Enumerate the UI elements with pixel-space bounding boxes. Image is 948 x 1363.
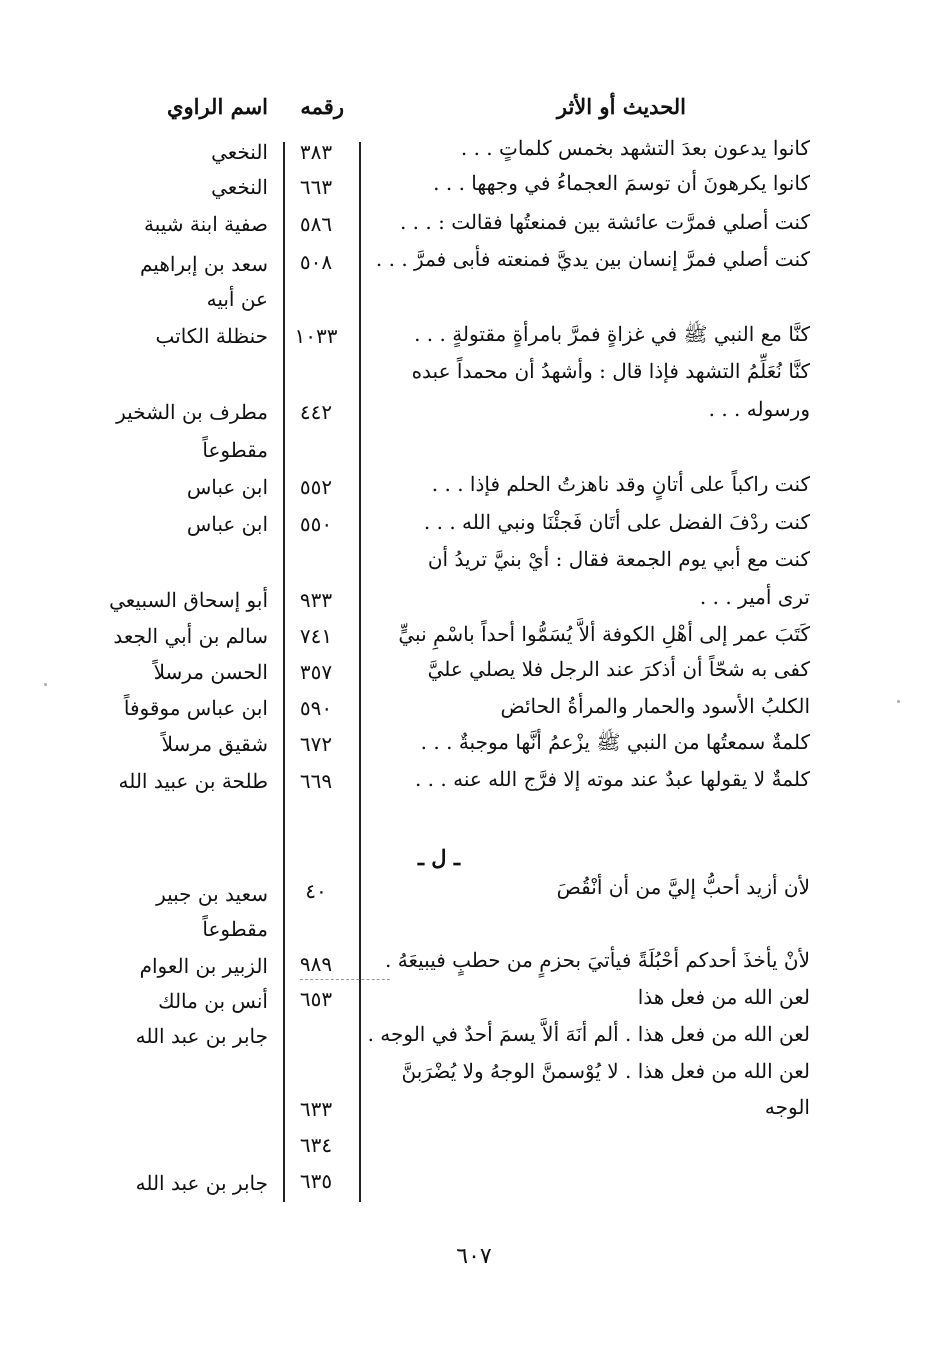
narrator-name: ابن عباس موقوفاً — [123, 696, 268, 720]
narrator-name: النخعي — [211, 140, 268, 164]
hadith-number: ٥٥٢ — [299, 475, 333, 499]
narrator-name: مقطوعاً — [202, 917, 268, 941]
hadith-line: لعن الله من فعل هذا . ألم أنَهَ ألاَّ يسمَ أحدٌ في الوجه . — [367, 1022, 810, 1046]
hadith-line: الوجه — [764, 1095, 810, 1119]
hadith-line: كنَّا نُعَلِّمُ التشهد فإذا قال : وأشهدُ أن محمداً عبده — [411, 359, 810, 383]
hadith-number: ٥٠٨ — [299, 250, 333, 274]
narrator-name: صفية ابنة شيبة — [143, 212, 268, 236]
column-divider-hadith — [359, 142, 361, 1202]
hadith-line: ورسوله . . . — [708, 397, 810, 421]
hadith-line: كنت مع أبي يوم الجمعة فقال : أيْ بنيَّ تريدُ أن — [427, 547, 810, 571]
hadith-line: لعن الله من فعل هذا — [637, 985, 810, 1009]
narrator-name: جابر بن عبد الله — [135, 1024, 268, 1048]
hadith-line: لأن أزيد أحبُّ إليَّ من أن أنْقُصَ — [556, 875, 810, 899]
hadith-number: ٩٣٣ — [299, 588, 333, 612]
hadith-number: ٧٤١ — [299, 624, 333, 648]
hadith-number: ٦٣٥ — [299, 1169, 333, 1193]
narrator-name: الحسن مرسلاً — [153, 660, 268, 684]
narrator-name: الزبير بن العوام — [139, 954, 268, 978]
narrator-name: النخعي — [211, 175, 268, 199]
narrator-name: شقيق مرسلاً — [161, 732, 268, 756]
narrator-name: سعيد بن جبير — [156, 882, 268, 906]
hadith-line: كنت أصلي فمرَّت عائشة بين فمنعتُها فقالت : . . . — [399, 210, 810, 234]
hadith-number: ٥٥٠ — [299, 512, 333, 536]
narrator-name: مطرف بن الشخير — [116, 400, 268, 424]
narrator-name: عن أبيه — [206, 287, 268, 311]
scan-speck — [897, 700, 900, 703]
column-divider-narrator — [283, 142, 285, 1202]
hadith-line: كنت راكباً على أتانٍ وقد ناهزتُ الحلم فإذا . . . — [431, 472, 810, 496]
hadith-number: ٦٥٣ — [299, 987, 333, 1011]
narrator-name: طلحة بن عبيد الله — [118, 769, 268, 793]
narrator-name: مقطوعاً — [202, 438, 268, 462]
hadith-number: ٤٠ — [305, 879, 327, 903]
header-hadith: الحديث أو الأثر — [556, 94, 686, 119]
hadith-line: كانوا يدعون بعدَ التشهد بخمس كلماتٍ . . . — [460, 136, 810, 160]
narrator-name: جابر بن عبد الله — [135, 1171, 268, 1195]
narrator-name: أبو إسحاق السبيعي — [109, 588, 268, 612]
page-number: ٦٠٧ — [456, 1244, 492, 1269]
hadith-number: ٦٣٤ — [299, 1133, 333, 1157]
hadith-line: لعن الله من فعل هذا . لا يُوْسمنَّ الوجهُ ولا يُضْرَبنَّ — [401, 1059, 810, 1083]
hadith-line: كنت ردْفَ الفضل على أتَان فَجئْنَا ونبي الله . . . — [423, 510, 810, 534]
hadith-line: لأنْ يأخذَ أحدكم أحْبُلَةً فيأتيَ بحزمٍ من حطبٍ فيبيعَهُ . — [385, 948, 810, 972]
narrator-name: حنظلة الكاتب — [155, 324, 268, 348]
hadith-number: ٦٧٢ — [299, 732, 333, 756]
hadith-number: ٦٣٣ — [299, 1097, 333, 1121]
hadith-line: كنَّا مع النبي ﷺ في غزاةٍ فمرَّ بامرأةٍ مقتولةٍ . . . — [414, 322, 810, 346]
hadith-line: كانوا يكرهونَ أن توسمَ العجماءُ في وجهها . . . — [433, 171, 810, 195]
header-number: رقمه — [300, 94, 344, 119]
hadith-line: كَتَبَ عمر إلى أهْلِ الكوفة ألاَّ يُسَمُّوا أحداً باسْمِ نبيٍّ — [398, 622, 810, 646]
hadith-number: ٦٦٩ — [299, 769, 333, 793]
hadith-line: كفى به شحّاً أن أذكرَ عند الرجل فلا يصلي عليَّ — [427, 657, 810, 681]
header-narrator: اسم الراوي — [167, 94, 268, 119]
hadith-line: ترى أمير . . . — [699, 585, 810, 609]
hadith-number: ٣٥٧ — [299, 660, 333, 684]
hadith-number: ٥٩٠ — [299, 696, 333, 720]
hadith-number: ١٠٣٣ — [294, 324, 338, 348]
narrator-name: سعد بن إبراهيم — [139, 252, 268, 276]
scan-speck — [44, 683, 47, 686]
hadith-line: كلمةٌ سمعتُها من النبي ﷺ يزْعمُ أنَّها موجبةٌ . . . — [420, 730, 810, 754]
narrator-name: سالم بن أبي الجعد — [113, 624, 268, 648]
hadith-number: ٤٤٢ — [299, 400, 333, 424]
hadith-number: ٩٨٩ — [299, 952, 333, 976]
hadith-line: كلمةٌ لا يقولها عبدٌ عند موته إلا فرَّج الله عنه . . . — [414, 767, 810, 791]
narrator-name: أنس بن مالك — [158, 989, 268, 1013]
hadith-number: ٣٨٣ — [299, 140, 333, 164]
hadith-line: الكلبُ الأسود والحمار والمرأةُ الحائض — [500, 694, 810, 718]
hadith-line: كنت أصلي فمرَّ إنسان بين يديَّ فمنعته فأبى فمرَّ . . . — [375, 247, 810, 271]
section-heading: ـ ل ـ — [417, 845, 460, 870]
narrator-name: ابن عباس — [186, 475, 268, 499]
hadith-number: ٦٦٣ — [299, 175, 333, 199]
dashed-rule — [300, 979, 390, 980]
hadith-number: ٥٨٦ — [299, 212, 333, 236]
narrator-name: ابن عباس — [186, 512, 268, 536]
